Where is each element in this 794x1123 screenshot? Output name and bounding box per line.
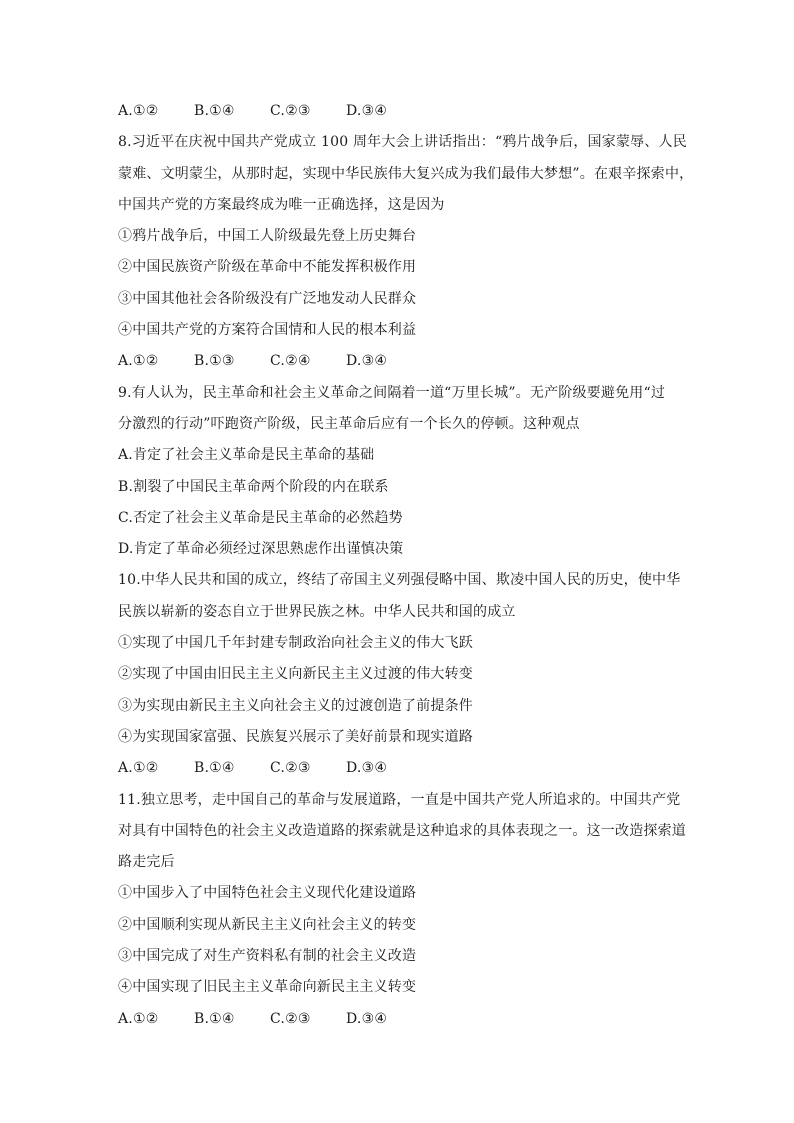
question-stem-line: 分激烈的行动”吓跑资产阶级，民主革命后应有一个长久的停顿。这种观点	[118, 415, 580, 432]
question-stem-line: 10.中华人民共和国的成立，终结了帝国主义列强侵略中国、欺凌中国人民的历史，使中华	[118, 572, 681, 589]
choice-a: A.肯定了社会主义革命是民主革命的基础	[118, 447, 375, 464]
question-10	[118, 565, 681, 784]
choice-b: B.割裂了中国民主革命两个阶段的内在联系	[118, 478, 389, 495]
statement-item: ①中国步入了中国特色社会主义现代化建设道路	[118, 885, 417, 902]
option-b: B.①④	[194, 1010, 235, 1027]
question-9	[118, 378, 678, 566]
statement-item: ④为实现国家富强、民族复兴展示了美好前景和现实道路	[118, 728, 473, 745]
option-d: D.③④	[346, 760, 388, 777]
option-d: D.③④	[346, 103, 388, 119]
exam-page	[118, 96, 694, 1035]
question-stem-line: 路走完后	[118, 854, 175, 871]
question-stem-line: 9.有人认为，民主革命和社会主义革命之间隔着一道“万里长城”。无产阶级要避免用“过	[118, 384, 666, 401]
statement-item: ②实现了中国由旧民主主义向新民主主义过渡的伟大转变	[118, 666, 473, 683]
question-stem-line: 中国共产党的方案最终成为唯一正确选择，这是因为	[118, 196, 445, 213]
statement-item: ①鸦片战争后，中国工人阶级最先登上历史舞台	[118, 228, 417, 245]
option-b: B.①③	[194, 353, 235, 370]
question-stem-line: 蒙难、文明蒙尘，从那时起，实现中华民族伟大复兴成为我们最伟大梦想”。在艰辛探索中，	[118, 165, 694, 182]
statement-item: ④中国实现了旧民主主义革命向新民主主义转变	[118, 979, 417, 996]
question-stem-line: 11.独立思考，走中国自己的革命与发展道路，一直是中国共产党人所追求的。中国共产党	[118, 791, 681, 808]
question-stem-line: 对具有中国特色的社会主义改造道路的探索就是这种追求的具体表现之一。这一改造探索道	[118, 822, 686, 839]
option-c: C.②④	[270, 353, 311, 370]
option-a: A.①②	[118, 760, 159, 777]
option-c: C.②③	[270, 1010, 311, 1027]
option-d: D.③④	[346, 353, 388, 370]
option-a: A.①②	[118, 1010, 159, 1027]
option-a: A.①②	[118, 353, 159, 370]
statement-item: ②中国民族资产阶级在革命中不能发挥积极作用	[118, 259, 417, 276]
statement-item: ①实现了中国几千年封建专制政治向社会主义的伟大飞跃	[118, 635, 473, 652]
question-8	[118, 127, 694, 377]
statement-item: ④中国共产党的方案符合国情和人民的根本利益	[118, 322, 417, 339]
q8-options	[118, 346, 678, 377]
question-stem-line: 8.习近平在庆祝中国共产党成立 100 周年大会上讲话指出：“鸦片战争后，国家蒙辱、人民	[118, 134, 687, 151]
q10-options	[118, 753, 678, 784]
option-c: C.②③	[270, 760, 311, 777]
option-b: B.①④	[194, 760, 235, 777]
statement-item: ③为实现由新民主主义向社会主义的过渡创造了前提条件	[118, 697, 473, 714]
statement-item: ②中国顺利实现从新民主主义向社会主义的转变	[118, 916, 417, 933]
option-c: C.②③	[270, 103, 311, 119]
option-a: A.①②	[118, 103, 159, 119]
option-b: B.①④	[194, 103, 235, 119]
q11-options	[118, 1004, 678, 1035]
choice-d: D.肯定了革命必须经过深思熟虑作出谨慎决策	[118, 541, 404, 558]
choice-c: C.否定了社会主义革命是民主革命的必然趋势	[118, 509, 403, 526]
statement-item: ③中国其他社会各阶级没有广泛地发动人民群众	[118, 290, 417, 307]
q7-options	[118, 96, 678, 127]
option-d: D.③④	[346, 1010, 388, 1027]
question-11	[118, 785, 686, 1035]
statement-item: ③中国完成了对生产资料私有制的社会主义改造	[118, 948, 417, 965]
question-stem-line: 民族以崭新的姿态自立于世界民族之林。中华人民共和国的成立	[118, 603, 516, 620]
